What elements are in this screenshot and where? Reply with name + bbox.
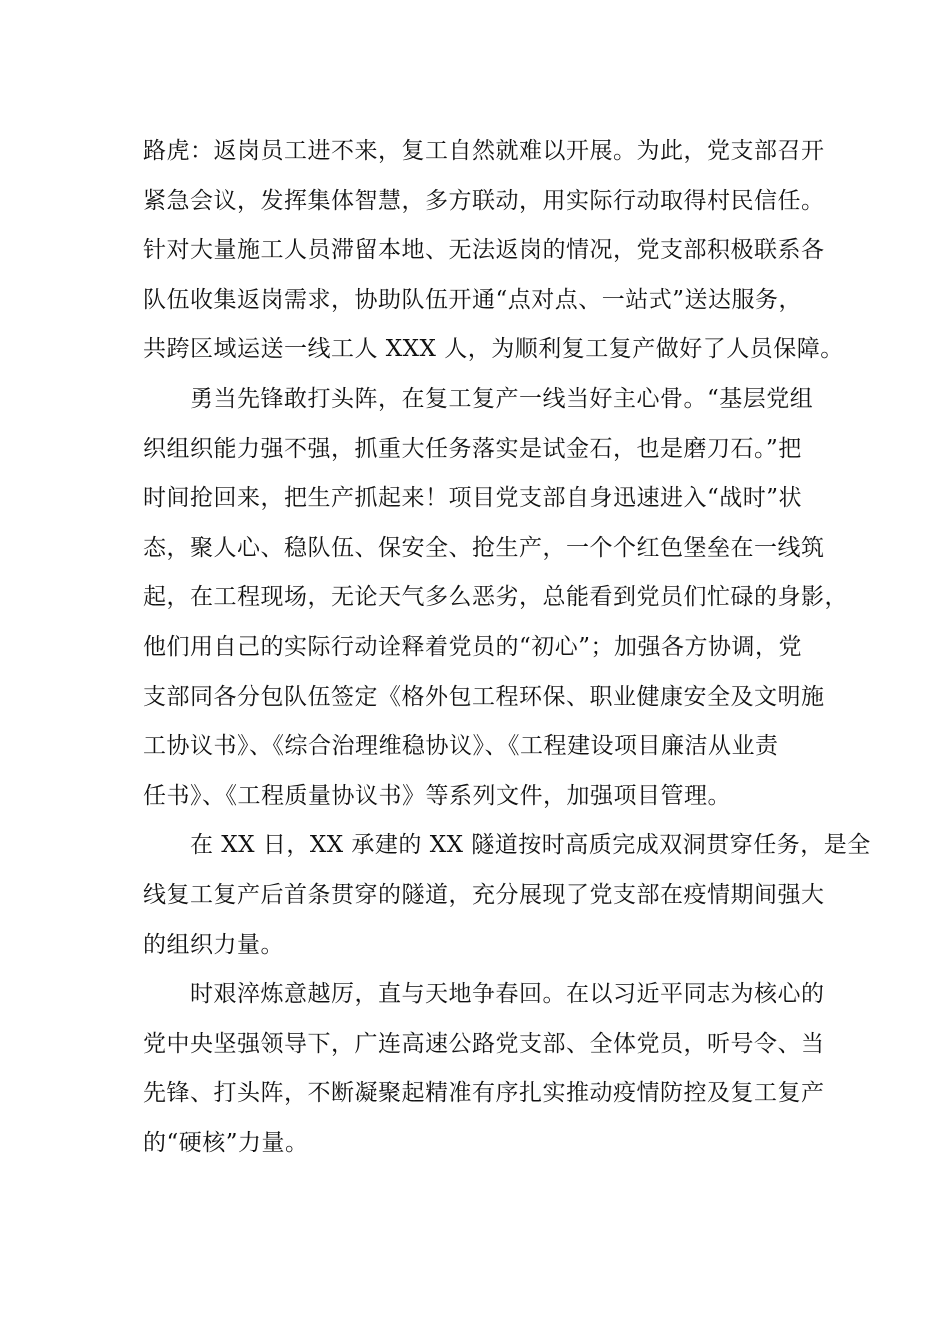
text-line: 队伍收集返岗需求，协助队伍开通“点对点、一站式”送达服务，	[143, 286, 803, 313]
text-line: 紧急会议，发挥集体智慧，多方联动，用实际行动取得村民信任。	[143, 187, 825, 214]
text-line: 针对大量施工人员滞留本地、无法返岗的情况，党支部积极联系各	[143, 237, 825, 264]
text-line: 共跨区域运送一线工人 XXX 人，为顺利复工复产做好了人员保障。	[143, 336, 844, 363]
text-line: 他们用自己的实际行动诠释着党员的“初心”；加强各方协调，党	[143, 633, 803, 660]
text-line: 态，聚人心、稳队伍、保安全、抢生产，一个个红色堡垒在一线筑	[143, 534, 825, 561]
text-line: 党中央坚强领导下，广连高速公路党支部、全体党员，听号令、当	[143, 1030, 825, 1057]
paragraph-1	[143, 127, 844, 375]
document-body	[143, 127, 871, 1168]
paragraph-2	[143, 375, 848, 821]
text-line: 路虎：返岗员工进不来，复工自然就难以开展。为此，党支部召开	[143, 138, 825, 164]
text-line: 先锋、打头阵，不断凝聚起精准有序扎实推动疫情防控及复工复产	[143, 1080, 825, 1107]
text-line-first: 勇当先锋敢打头阵，在复工复产一线当好主心骨。“基层党组	[190, 385, 814, 412]
text-line: 织组织能力强不强，抓重大任务落实是试金石，也是磨刀石。”把	[143, 435, 802, 462]
text-line: 的组织力量。	[143, 931, 284, 958]
paragraph-4	[143, 970, 823, 1168]
text-line-first: 时艰淬炼意越厉，直与天地争春回。在以习近平同志为核心的	[190, 981, 825, 1008]
text-line-first: 在 XX 日，XX 承建的 XX 隧道按时高质完成双洞贯穿任务，是全	[190, 832, 871, 859]
paragraph-3	[143, 821, 871, 970]
text-line: 支部同各分包队伍签定《格外包工程环保、职业健康安全及文明施	[143, 683, 825, 710]
text-line: 时间抢回来，把生产抓起来！项目党支部自身迅速进入“战时”状	[143, 485, 803, 512]
text-line: 任书》、《工程质量协议书》等系列文件，加强项目管理。	[143, 782, 731, 809]
text-line: 的“硬核”力量。	[143, 1129, 309, 1156]
text-line: 起，在工程现场，无论天气多么恶劣，总能看到党员们忙碌的身影，	[143, 584, 848, 611]
text-line: 工协议书》、《综合治理维稳协议》、《工程建设项目廉洁从业责	[143, 733, 779, 760]
text-line: 线复工复产后首条贯穿的隧道，充分展现了党支部在疫情期间强大	[143, 881, 825, 908]
